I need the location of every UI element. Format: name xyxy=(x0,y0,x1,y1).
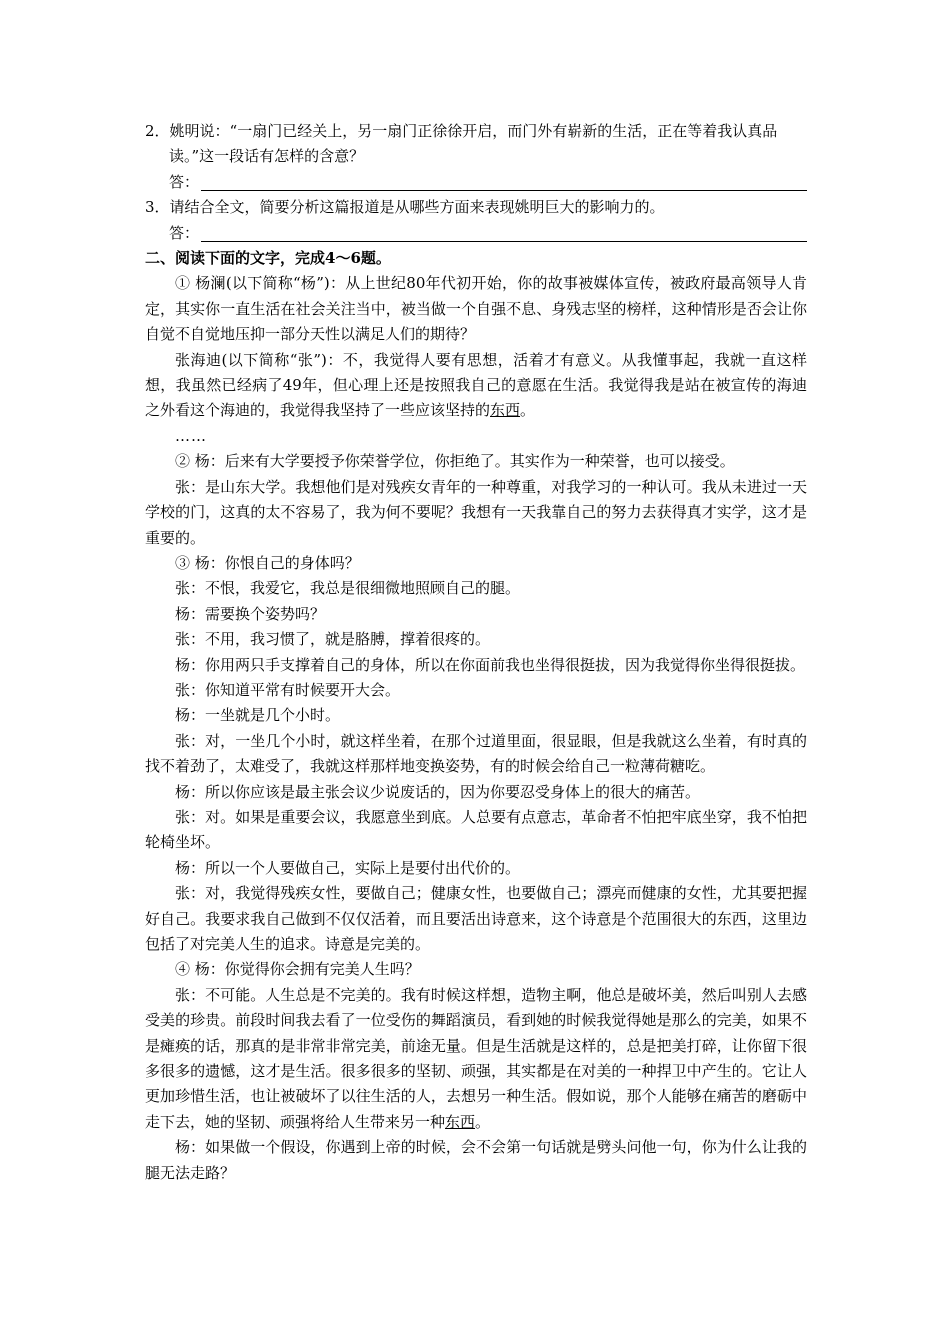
dialogue-paragraph-14: 张：对。如果是重要会议，我愿意坐到底。人总要有点意志，革命者不怕把牢底坐穿，我不怕把轮椅坐坏。 xyxy=(145,807,807,852)
dialogue-paragraph-9: 杨：你用两只手支撑着自己的身体，所以在你面前我也坐得很挺拔，因为我觉得你坐得很挺拔。 xyxy=(175,655,806,674)
answer-3 xyxy=(145,221,807,246)
dialogue-text: 张海迪(以下简称“张”)：不，我觉得人要有思想，活着才有意义。从我懂事起，我就一直这样想，我虽然已经病了49年，但心理上还是按照我自己的意愿在生活。我觉得我是站在被宣传的海迪之外看这个海迪的，我觉得我坚持了一些应该坚持的 xyxy=(145,350,807,420)
dialogue-paragraph-11: 杨：一坐就是几个小时。 xyxy=(175,706,341,725)
dialogue-paragraph-5: ③ 杨：你恨自己的身体吗？ xyxy=(175,553,360,572)
answer-2-blank-line[interactable] xyxy=(201,173,807,191)
dialogue-paragraph-12: 张：对，一坐几个小时，就这样坐着，在那个过道里面，很显眼，但是我就这么坐着，有时真的找不着劲了，太难受了，我就这样那样地变换姿势，有的时候会给自己一粒薄荷糖吃。 xyxy=(145,731,807,776)
dialogue-punct: 。 xyxy=(520,401,536,420)
dialogue-paragraph-13: 杨：所以你应该是最主张会议少说废话的，因为你要忍受身体上的很大的痛苦。 xyxy=(175,782,701,801)
dialogue-punct: 。 xyxy=(475,1112,491,1131)
question-2: 2．姚明说：“一扇门已经关上，另一扇门正徐徐开启，而门外有崭新的生活，正在等着我认真品读。”这一段话有怎样的含意？ xyxy=(145,122,778,166)
document-content xyxy=(145,119,807,1186)
answer-3-label: 答： xyxy=(169,223,200,242)
dialogue-paragraph-10: 张：你知道平常有时候要开大会。 xyxy=(175,680,401,699)
dialogue-paragraph-1: ① 杨澜(以下简称“杨”)：从上世纪80年代初开始，你的故事被媒体宣传，被政府最高领导人肯定，其实你一直生活在社会关注当中，被当做一个自强不息、身残志坚的榜样，这种情形是否会让你自觉不自觉地压抑一部分天性以满足人们的期待？ xyxy=(145,274,807,344)
dialogue-paragraph-15: 杨：所以一个人要做自己，实际上是要付出代价的。 xyxy=(175,858,521,877)
dialogue-paragraph-19: 杨：如果做一个假设，你遇到上帝的时候，会不会第一句话就是劈头问他一句，你为什么让我的腿无法走路？ xyxy=(145,1138,807,1182)
dialogue-paragraph-8: 张：不用，我习惯了，就是胳膊，撑着很疼的。 xyxy=(175,630,491,649)
underlined-word: 东西 xyxy=(490,401,521,420)
underlined-word: 东西 xyxy=(445,1112,476,1131)
answer-2 xyxy=(145,170,807,195)
section-heading: 二、阅读下面的文字，完成4～6题。 xyxy=(145,249,391,268)
question-3: 3．请结合全文，简要分析这篇报道是从哪些方面来表现姚明巨大的影响力的。 xyxy=(145,198,665,217)
dialogue-paragraph-17: ④ 杨：你觉得你会拥有完美人生吗？ xyxy=(175,960,420,979)
dialogue-paragraph-2 xyxy=(145,348,807,424)
dialogue-paragraph-7: 杨：需要换个姿势吗？ xyxy=(175,604,326,623)
dialogue-paragraph-4: 张：是山东大学。我想他们是对残疾女青年的一种尊重，对我学习的一种认可。我从未进过一天学校的门，这真的太不容易了，我为何不要呢？我想有一天我靠自己的努力去获得真才实学，这才是重要的。 xyxy=(145,477,807,547)
dialogue-paragraph-6: 张：不恨，我爱它，我总是很细微地照顾自己的腿。 xyxy=(175,579,521,598)
dialogue-paragraph-18 xyxy=(145,983,807,1135)
ellipsis: …… xyxy=(175,426,207,445)
answer-3-blank-line[interactable] xyxy=(201,224,807,242)
dialogue-text: 张：不可能。人生总是不完美的。我有时候这样想，造物主啊，他总是破坏美，然后叫别人去感受美的珍贵。前段时间我去看了一位受伤的舞蹈演员，看到她的时候我觉得她是那么的完美，如果不是瘫痪的话，那真的是非常非常完美，前途无量。但是生活就是这样的，总是把美打碎，让你留下很多很多的遗憾，这才是生活。很多很多的坚韧、顽强，其实都是在对美的一种捍卫中产生的。它让人更加珍惜生活，也让被破坏了以往生活的人，去想另一种生活。假如说，那个人能够在痛苦的磨砺中走下去，她的坚韧、顽强将给人生带来另一种 xyxy=(145,985,807,1131)
answer-2-label: 答： xyxy=(169,172,200,191)
dialogue-paragraph-16: 张：对，我觉得残疾女性，要做自己；健康女性，也要做自己；漂亮而健康的女性，尤其要把握好自己。我要求我自己做到不仅仅活着，而且要活出诗意来，这个诗意是个范围很大的东西，这里边包括了对完美人生的追求。诗意是完美的。 xyxy=(145,884,807,953)
dialogue-paragraph-3: ② 杨：后来有大学要授予你荣誉学位，你拒绝了。其实作为一种荣誉，也可以接受。 xyxy=(175,452,735,471)
